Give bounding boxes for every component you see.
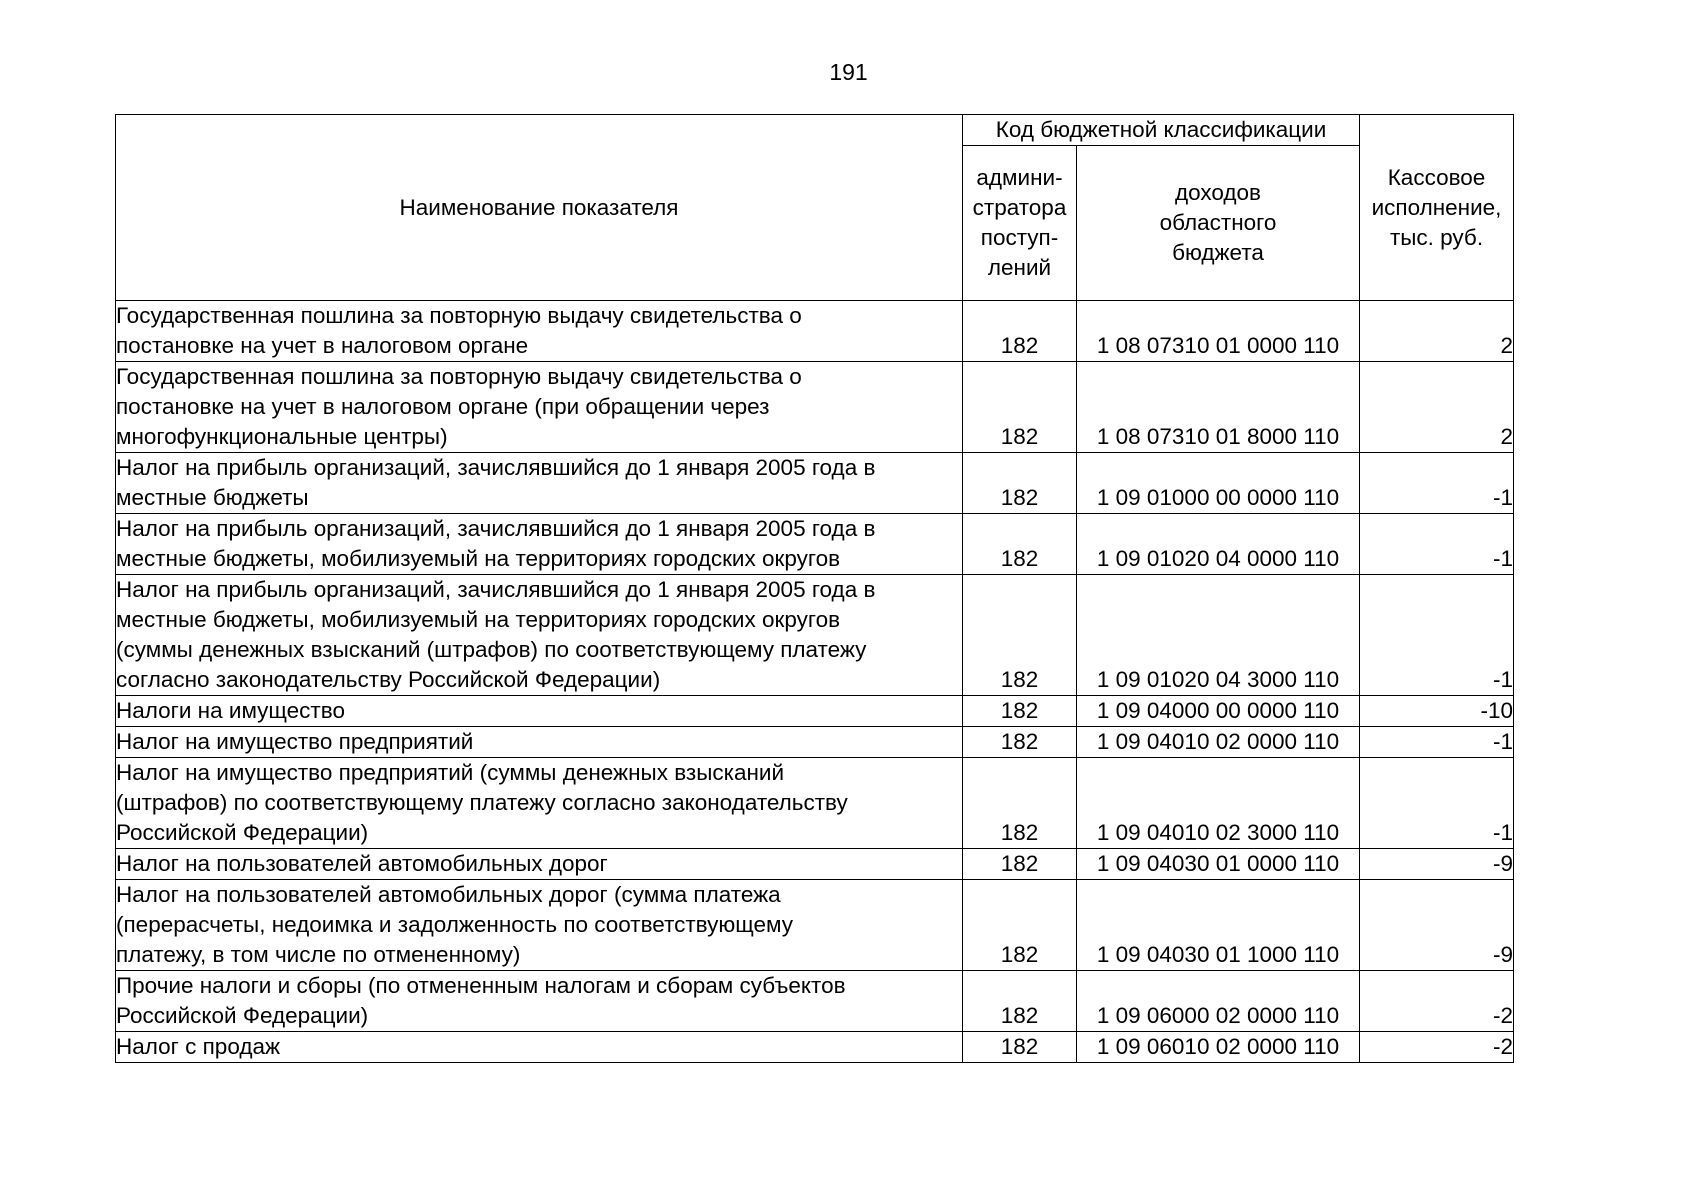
- income-code-cell: 1 09 04030 01 0000 110: [1077, 849, 1360, 880]
- indicator-name-line: Прочие налоги и сборы (по отмененным налогам и сборам субъектов: [116, 973, 846, 998]
- indicator-name-cell: [116, 727, 963, 758]
- table-row: [116, 727, 1514, 758]
- admin-code-cell: 182: [963, 696, 1077, 727]
- indicator-name-line: (суммы денежных взысканий (штрафов) по соответствующему платежу: [116, 637, 867, 662]
- amount-cell: -10: [1360, 696, 1514, 727]
- indicator-name-line: местные бюджеты, мобилизуемый на территориях городских округов: [116, 546, 841, 571]
- indicator-name-line: постановке на учет в налоговом органе (при обращении через: [116, 394, 770, 419]
- indicator-name-line: (перерасчеты, недоимка и задолженность по соответствующему: [116, 912, 794, 937]
- indicator-name-line: Налог на имущество предприятий: [116, 729, 474, 754]
- table-row: [116, 575, 1514, 696]
- indicator-name-line: согласно законодательству Российской Федерации): [116, 667, 661, 692]
- header-amount-line: Кассовое: [1387, 164, 1486, 190]
- indicator-name-line: Налоги на имущество: [116, 698, 345, 723]
- income-code-cell: 1 09 01020 04 3000 110: [1077, 575, 1360, 696]
- header-amount-line: тыс. руб.: [1389, 224, 1484, 250]
- amount-cell: -1: [1360, 575, 1514, 696]
- header-admin-line: стратора: [972, 195, 1067, 220]
- indicator-name-cell: [116, 301, 963, 362]
- amount-cell: -1: [1360, 758, 1514, 849]
- indicator-name-line: местные бюджеты: [116, 485, 309, 510]
- income-code-cell: 1 09 04030 01 1000 110: [1077, 880, 1360, 971]
- amount-cell: -2: [1360, 971, 1514, 1032]
- income-code-cell: 1 09 01000 00 0000 110: [1077, 453, 1360, 514]
- amount-cell: -1: [1360, 453, 1514, 514]
- indicator-name-line: постановке на учет в налоговом органе: [116, 333, 529, 358]
- header-revenue-administrator: [963, 146, 1077, 301]
- admin-code-cell: 182: [963, 880, 1077, 971]
- admin-code-cell: 182: [963, 301, 1077, 362]
- indicator-name-line: Налог на пользователей автомобильных дорог (сумма платежа: [116, 882, 781, 907]
- income-code-cell: 1 08 07310 01 0000 110: [1077, 301, 1360, 362]
- indicator-name-line: Российской Федерации): [116, 820, 369, 845]
- admin-code-cell: 182: [963, 453, 1077, 514]
- indicator-name-line: Налог на прибыль организаций, зачислявшийся до 1 января 2005 года в: [116, 455, 876, 480]
- indicator-name-cell: [116, 575, 963, 696]
- table-header: [116, 115, 1514, 301]
- indicator-name-cell: [116, 453, 963, 514]
- indicator-name-line: Налог на прибыль организаций, зачислявшийся до 1 января 2005 года в: [116, 516, 876, 541]
- income-code-cell: 1 09 04000 00 0000 110: [1077, 696, 1360, 727]
- table-row: [116, 696, 1514, 727]
- indicator-name-line: местные бюджеты, мобилизуемый на территориях городских округов: [116, 607, 841, 632]
- table-row: [116, 362, 1514, 453]
- header-cash-execution: [1360, 115, 1514, 301]
- income-code-cell: 1 09 04010 02 3000 110: [1077, 758, 1360, 849]
- amount-cell: -2: [1360, 1032, 1514, 1063]
- indicator-name-cell: [116, 849, 963, 880]
- header-income-line: областного: [1159, 210, 1277, 235]
- page-number: 191: [829, 59, 868, 85]
- income-code-cell: 1 09 06000 02 0000 110: [1077, 971, 1360, 1032]
- header-indicator-name: Наименование показателя: [116, 115, 963, 301]
- indicator-name-line: Российской Федерации): [116, 1003, 369, 1028]
- amount-cell: -1: [1360, 727, 1514, 758]
- indicator-name-cell: [116, 1032, 963, 1063]
- indicator-name-line: Государственная пошлина за повторную выдачу свидетельства о: [116, 364, 802, 389]
- table-row: [116, 1032, 1514, 1063]
- amount-cell: -1: [1360, 514, 1514, 575]
- income-code-cell: 1 09 04010 02 0000 110: [1077, 727, 1360, 758]
- indicator-name-cell: [116, 971, 963, 1032]
- table-row: [116, 514, 1514, 575]
- indicator-name-cell: [116, 758, 963, 849]
- header-classification-code: Код бюджетной классификации: [963, 115, 1360, 146]
- header-admin-line: админи-: [976, 165, 1063, 190]
- indicator-name-cell: [116, 696, 963, 727]
- table-row: [116, 301, 1514, 362]
- income-code-cell: 1 09 01020 04 0000 110: [1077, 514, 1360, 575]
- amount-cell: 2: [1360, 301, 1514, 362]
- indicator-name-line: Налог на имущество предприятий (суммы денежных взысканий: [116, 760, 785, 785]
- admin-code-cell: 182: [963, 727, 1077, 758]
- indicator-name-line: платежу, в том числе по отмененному): [116, 942, 521, 967]
- table-row: [116, 971, 1514, 1032]
- indicator-name-cell: [116, 362, 963, 453]
- income-code-cell: 1 08 07310 01 8000 110: [1077, 362, 1360, 453]
- header-admin-line: поступ-: [980, 225, 1059, 250]
- admin-code-cell: 182: [963, 362, 1077, 453]
- header-income-line: бюджета: [1172, 240, 1264, 265]
- table-row: [116, 453, 1514, 514]
- table-row: [116, 849, 1514, 880]
- amount-cell: -9: [1360, 880, 1514, 971]
- indicator-name-line: Государственная пошлина за повторную выдачу свидетельства о: [116, 303, 802, 328]
- admin-code-cell: 182: [963, 514, 1077, 575]
- header-amount-line: исполнение,: [1371, 194, 1502, 220]
- admin-code-cell: 182: [963, 971, 1077, 1032]
- header-regional-budget-income: [1077, 146, 1360, 301]
- table-row: [116, 758, 1514, 849]
- indicator-name-line: многофункциональные центры): [116, 424, 448, 449]
- table-row: [116, 880, 1514, 971]
- income-code-cell: 1 09 06010 02 0000 110: [1077, 1032, 1360, 1063]
- admin-code-cell: 182: [963, 575, 1077, 696]
- indicator-name-cell: [116, 514, 963, 575]
- header-income-line: доходов: [1175, 180, 1262, 205]
- table-body: [116, 301, 1514, 1063]
- header-admin-line: лений: [987, 255, 1052, 280]
- indicator-name-line: Налог на прибыль организаций, зачислявшийся до 1 января 2005 года в: [116, 577, 876, 602]
- indicator-name-cell: [116, 880, 963, 971]
- admin-code-cell: 182: [963, 1032, 1077, 1063]
- indicator-name-line: Налог с продаж: [116, 1034, 281, 1059]
- amount-cell: 2: [1360, 362, 1514, 453]
- budget-table: [115, 114, 1514, 1063]
- amount-cell: -9: [1360, 849, 1514, 880]
- indicator-name-line: Налог на пользователей автомобильных дорог: [116, 851, 608, 876]
- admin-code-cell: 182: [963, 849, 1077, 880]
- indicator-name-line: (штрафов) по соответствующему платежу согласно законодательству: [116, 790, 848, 815]
- admin-code-cell: 182: [963, 758, 1077, 849]
